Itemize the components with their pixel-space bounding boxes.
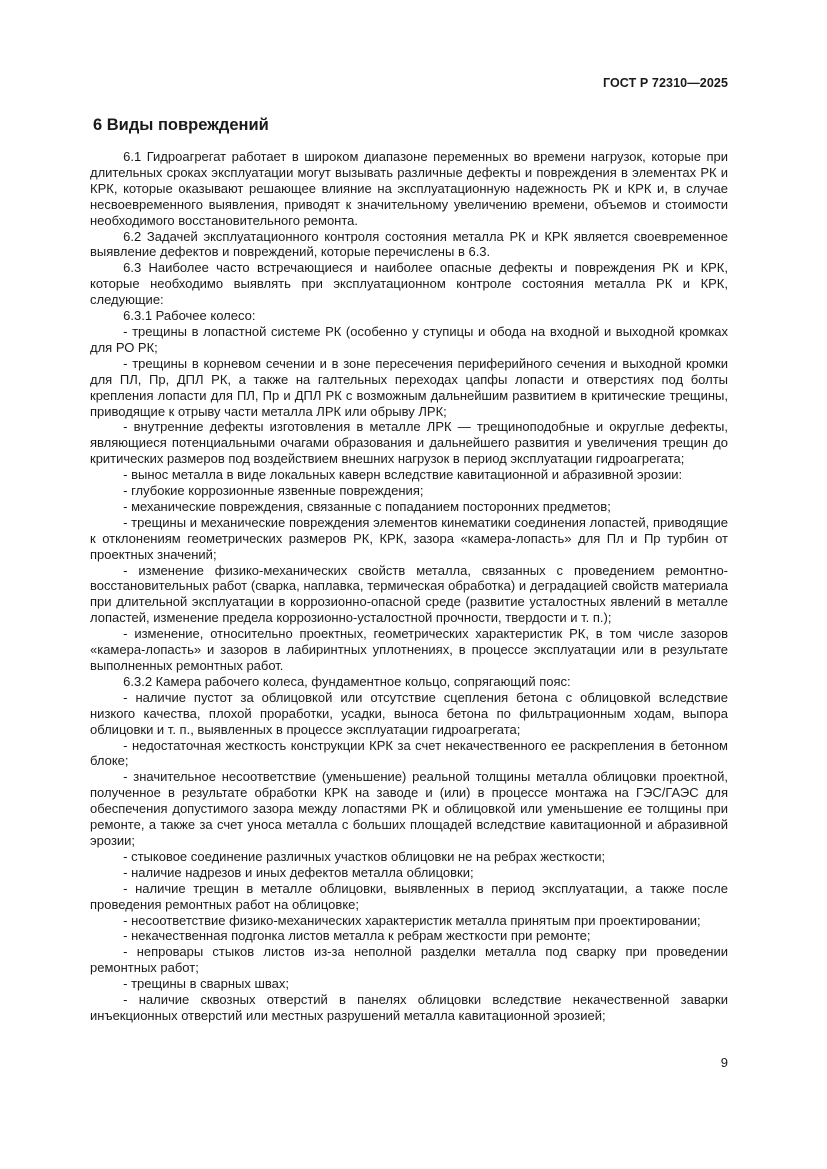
- paragraph: - значительное несоответствие (уменьшение) реальной толщины металла облицовки проектной, полученное в результате обработки КРК на заводе и (или) в процессе монтажа на ГЭС/ГАЭС для обеспечения допустимого зазора между лопастями РК и облицовкой или уменьшение ее толщины при ремонте, а также за счет уноса металла с больших площадей вследствие кавитационной и абразивной эрозии;: [90, 769, 728, 848]
- paragraph: 6.2 Задачей эксплуатационного контроля состояния металла РК и КРК является своевременное выявление дефектов и повреждений, которые перечислены в 6.3.: [90, 228, 728, 260]
- paragraph: 6.1 Гидроагрегат работает в широком диапазоне переменных во времени нагрузок, которые при длительных сроках эксплуатации могут вызывать различные дефекты и повреждения в элементах РК и КРК, которые оказывают решающее влияние на эксплуатационную надежность РК и КРК и, в случае несвоевременного выявления, приводят к значительному увеличению времени, объемов и стоимости необходимого восстановительного ремонта.: [90, 149, 728, 228]
- paragraph: - изменение физико-механических свойств металла, связанных с проведением ремонтно-восстановительных работ (сварка, наплавка, термическая обработка) и деградацией свойств материала при длительной эксплуатации в коррозионно-опасной среде (развитие усталостных явлений в металле лопастей, изменение предела коррозионно-усталостной прочности, твердости и т. п.);: [90, 562, 728, 626]
- paragraph: - непровары стыков листов из-за неполной разделки металла под сварку при проведении ремонтных работ;: [90, 944, 728, 976]
- paragraph: - стыковое соединение различных участков облицовки не на ребрах жесткости;: [123, 848, 606, 864]
- paragraph: - несоответствие физико-механических характеристик металла принятым при проектировании;: [123, 912, 701, 928]
- paragraph: - наличие трещин в металле облицовки, выявленных в период эксплуатации, а также после проведения ремонтных работ на облицовке;: [90, 880, 728, 912]
- paragraph: - некачественная подгонка листов металла к ребрам жесткости при ремонте;: [123, 928, 591, 944]
- paragraph: - внутренние дефекты изготовления в металле ЛРК — трещиноподобные и округлые дефекты, являющиеся потенциальными очагами образования и дальнейшего развития и увеличения трещин до критических размеров под воздействием внешних нагрузок в период эксплуатации гидроагрегата;: [90, 419, 728, 467]
- paragraph-list: [90, 149, 728, 1024]
- paragraph: - вынос металла в виде локальных каверн вследствие кавитационной и абразивной эрозии:: [123, 467, 683, 483]
- paragraph: - трещины и механические повреждения элементов кинематики соединения лопастей, приводящие к отклонениям геометрических размеров РК, КРК, зазора «камера-лопасть» для Пл и Пр турбин от проектных значений;: [90, 514, 728, 562]
- paragraph: - трещины в корневом сечении и в зоне пересечения периферийного сечения и выходной кромки для ПЛ, Пр, ДПЛ РК, а также на галтельных переходах цапфы лопасти и отверстиях под болты крепления лопасти для ПЛ, Пр и ДПЛ РК с возможным дальнейшим развитием в критические трещины, приводящие к отрыву части металла ЛРК или обрыву ЛРК;: [90, 355, 728, 419]
- section-title: 6 Виды повреждений: [93, 116, 269, 134]
- paragraph: - изменение, относительно проектных, геометрических характеристик РК, в том числе зазоров «камера-лопасть» и зазоров в лабиринтных уплотнениях, в процессе эксплуатации или в результате выполненных ремонтных работ.: [90, 626, 728, 673]
- paragraph: - трещины в сварных швах;: [123, 976, 289, 992]
- paragraph: 6.3.2 Камера рабочего колеса, фундаментное кольцо, сопрягающий пояс:: [123, 673, 571, 689]
- paragraph: - наличие пустот за облицовкой или отсутствие сцепления бетона с облицовкой вследствие низкого качества, плохой проработки, усадки, выноса бетона по фильтрационным ходам, выпора облицовки и т. п., выявленных в процессе эксплуатации гидроагрегата;: [90, 689, 728, 737]
- paragraph: 6.3 Наиболее часто встречающиеся и наиболее опасные дефекты и повреждения РК и КРК, которые необходимо выявлять при эксплуатационном контроле состояния металла РК и КРК, следующие:: [90, 260, 728, 308]
- paragraph: - механические повреждения, связанные с попаданием посторонних предметов;: [123, 498, 611, 514]
- standard-header: ГОСТ Р 72310—2025: [602, 76, 728, 90]
- paragraph: - трещины в лопастной системе РК (особенно у ступицы и обода на входной и выходной кромках для РО РК;: [90, 323, 728, 355]
- paragraph: - глубокие коррозионные язвенные повреждения;: [123, 483, 424, 499]
- paragraph: 6.3.1 Рабочее колесо:: [123, 308, 256, 324]
- paragraph: - недостаточная жесткость конструкции КРК за счет некачественного ее раскрепления в бетонном блоке;: [90, 737, 728, 769]
- paragraph: - наличие сквозных отверстий в панелях облицовки вследствие некачественной заварки инъекционных отверстий или местных разрушений металла кавитационной эрозией;: [90, 992, 728, 1023]
- page-number: 9: [720, 1055, 728, 1070]
- paragraph: - наличие надрезов и иных дефектов металла облицовки;: [123, 864, 474, 880]
- document-body: [90, 113, 728, 1024]
